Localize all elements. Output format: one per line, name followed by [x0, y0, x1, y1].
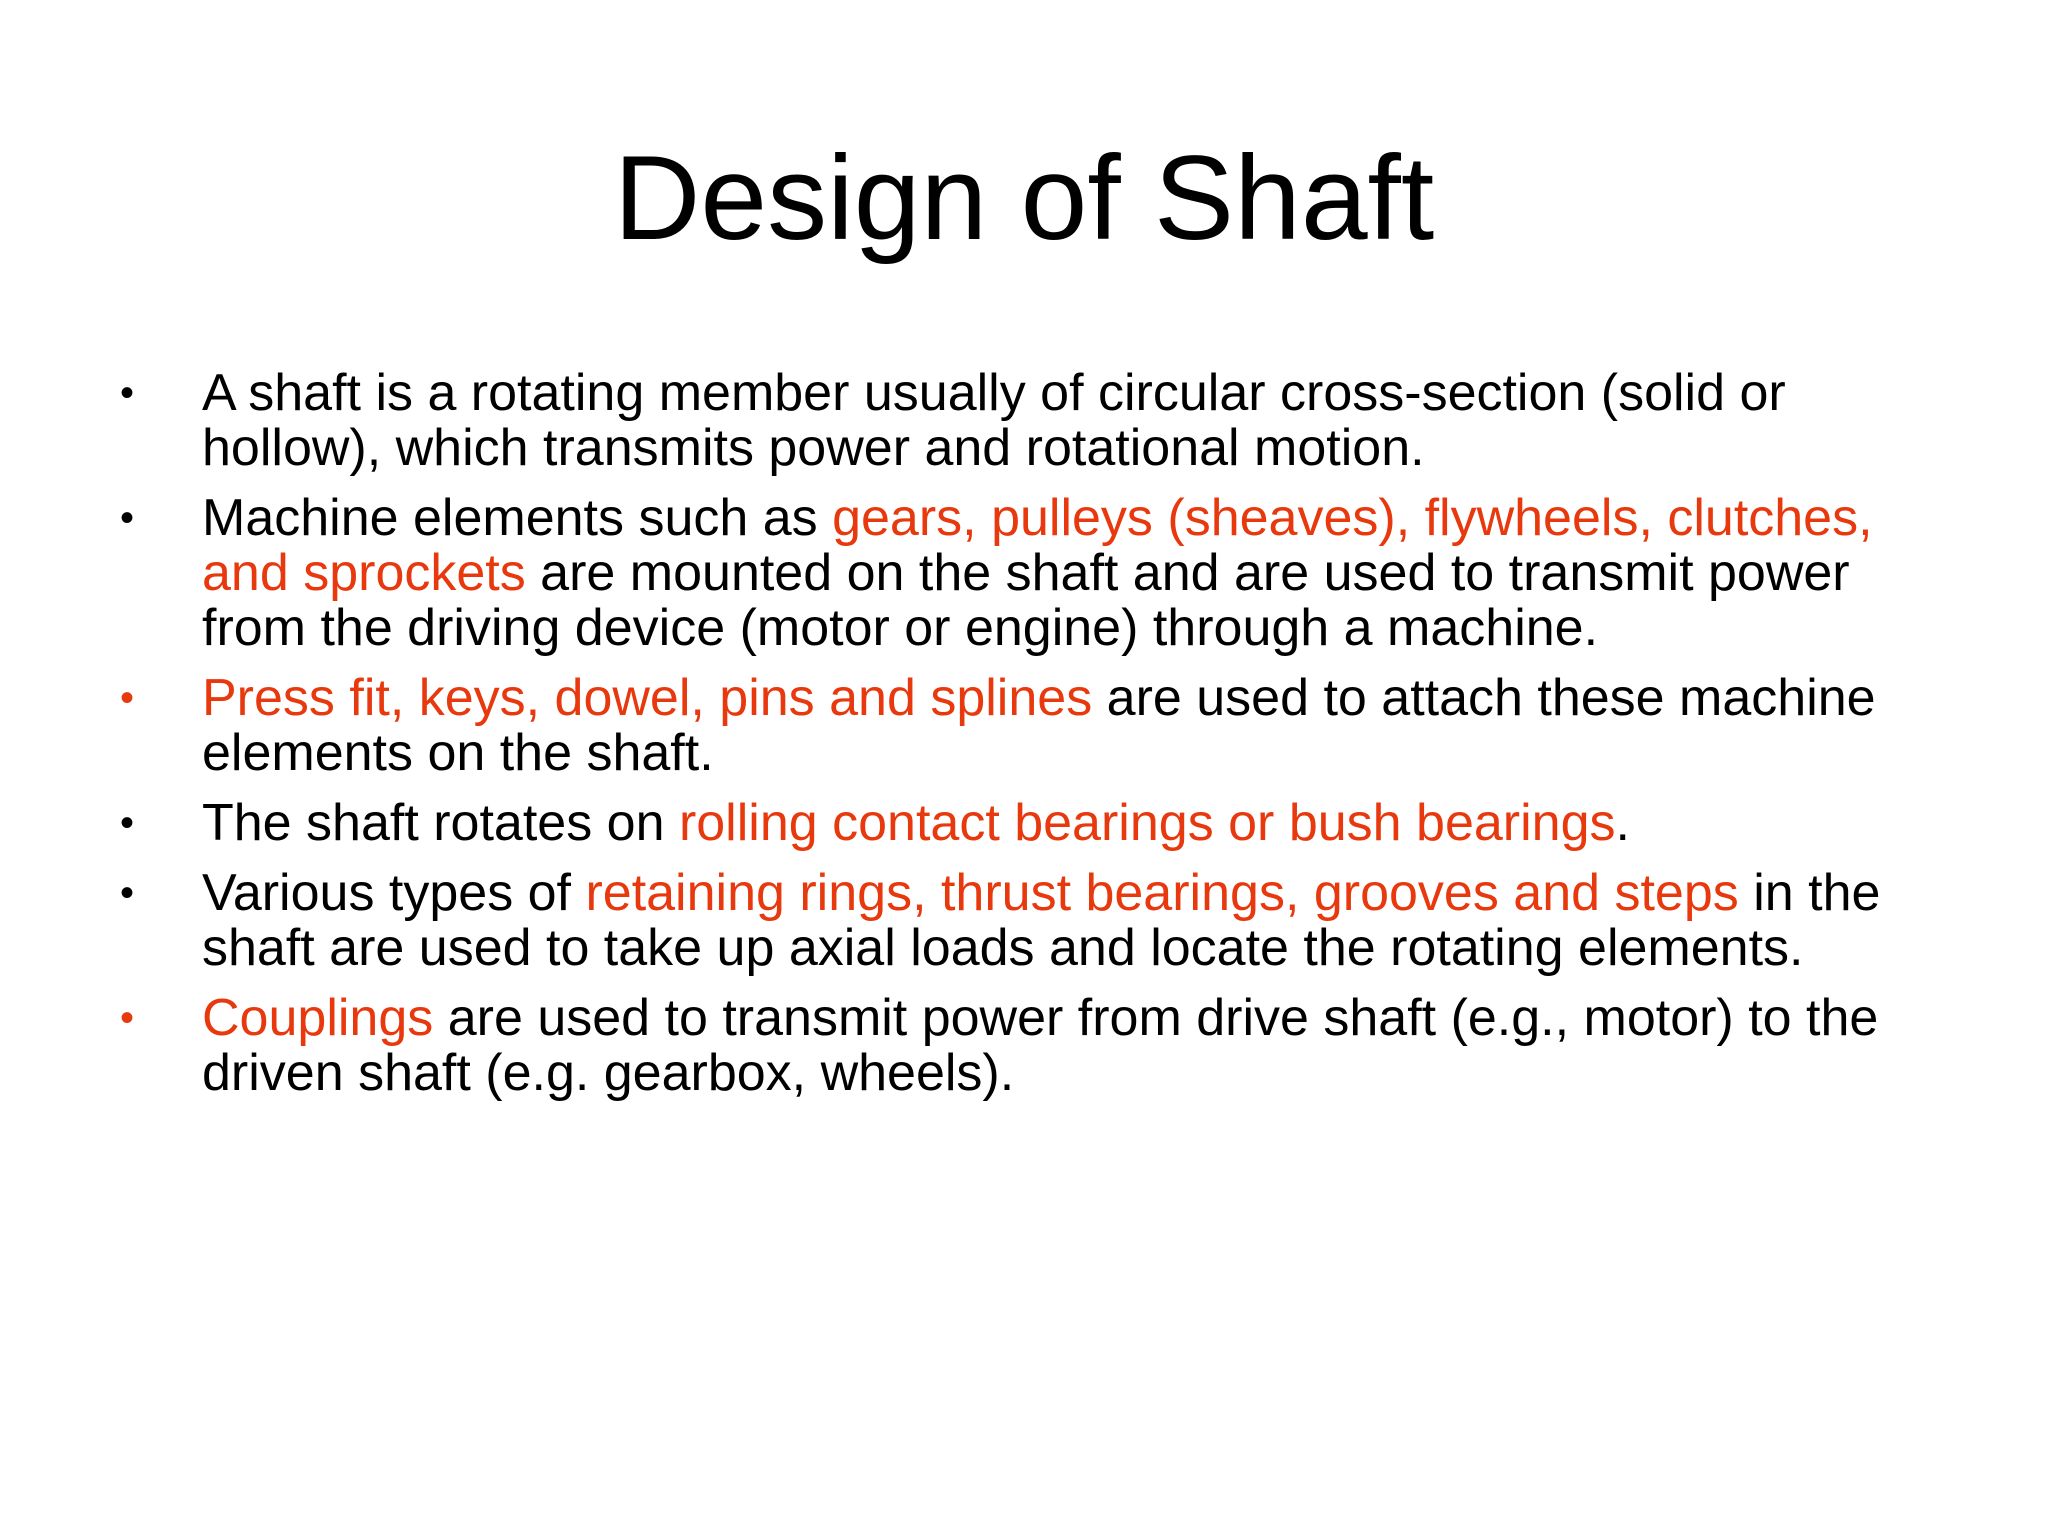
bullet-text — [202, 364, 1786, 477]
bullet-item — [120, 991, 1940, 1101]
bullet-dot-icon: • — [120, 496, 135, 540]
highlighted-segment: rolling contact bearings or bush bearings — [678, 794, 1616, 852]
highlighted-segment: Couplings — [202, 989, 434, 1047]
bullet-text — [202, 669, 1876, 782]
bullet-item — [120, 866, 1940, 976]
highlighted-segment: gears, pulleys (sheaves), flywheels, clutches, and sprockets — [202, 489, 1873, 602]
text-segment: are used to attach these machine elements on the shaft. — [202, 669, 1876, 782]
bullet-dot-icon: • — [120, 871, 135, 915]
bullet-dot-icon: • — [120, 801, 135, 845]
text-segment: A shaft is a rotating member usually of circular cross-section (solid or hollow), which transmits power and rotational motion. — [202, 364, 1786, 477]
bullet-dot-icon: • — [120, 676, 135, 720]
bullet-dot-icon: • — [120, 996, 135, 1040]
text-segment: are mounted on the shaft and are used to transmit power from the driving device (motor or engine) through a machine. — [202, 544, 1850, 657]
bullet-item — [120, 491, 1940, 656]
text-segment: in the shaft are used to take up axial loads and locate the rotating elements. — [202, 864, 1881, 977]
slide-title: Design of Shaft — [613, 131, 1435, 265]
text-segment: Machine elements such as — [202, 489, 833, 547]
text-segment: Various types of — [202, 864, 586, 922]
text-segment: are used to transmit power from drive shaft (e.g., motor) to the driven shaft (e.g. gearbox, wheels). — [202, 989, 1879, 1102]
bullet-list — [120, 366, 1940, 1116]
highlighted-segment: retaining rings, thrust bearings, grooves and steps — [585, 864, 1739, 922]
bullet-item — [120, 796, 1940, 851]
bullet-dot-icon: • — [120, 371, 135, 415]
bullet-text — [202, 864, 1880, 977]
bullet-text — [202, 989, 1878, 1102]
highlighted-segment: Press fit, keys, dowel, pins and splines — [202, 669, 1093, 727]
bullet-text — [202, 489, 1873, 657]
bullet-item — [120, 671, 1940, 781]
bullet-text — [202, 794, 1630, 852]
text-segment: The shaft rotates on — [202, 794, 679, 852]
bullet-item — [120, 366, 1940, 476]
text-segment: . — [1615, 794, 1630, 852]
